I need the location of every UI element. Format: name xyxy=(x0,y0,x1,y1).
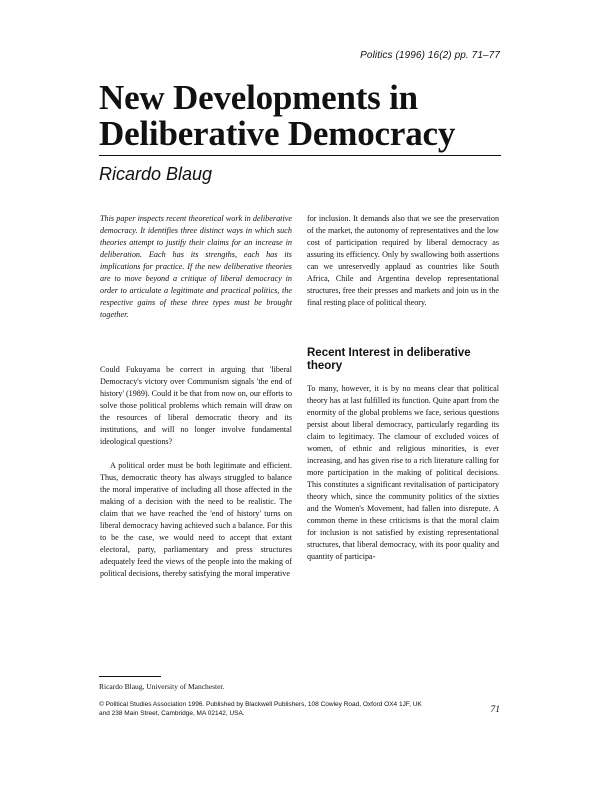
journal-reference: Politics (1996) 16(2) pp. 71–77 xyxy=(360,50,500,61)
title-divider xyxy=(99,155,501,156)
body-paragraph-3: for inclusion. It demands also that we see the preservation of the market, the autonomy of representatives and the low cost of participation required by liberal democracy as assuring its efficiency. Only by swallowing both assertions can we unreservedly applaud as countries like South Africa, Chile and Argentina develop representational structures, free their presses and markets and join us in the final resting place of political theory. xyxy=(307,214,499,307)
body-paragraph-1: Could Fukuyama be correct in arguing that 'liberal Democracy's victory over Communism signals 'the end of history' (1989). Could it be that from now on, our efforts to solve those political problems which remain will draw on the resources of liberal democratic theory and its institutions, and will no longer involve fundamental ideological questions? xyxy=(100,365,292,446)
copyright-line-1: © Political Studies Association 1996. Published by Blackwell Publishers, 108 Cowley Road, Oxford OX4 1JF, UK xyxy=(99,701,422,708)
page-number: 71 xyxy=(490,705,500,715)
author-affiliation-footnote: Ricardo Blaug, University of Manchester. xyxy=(99,682,225,691)
body-paragraph-4: To many, however, it is by no means clear that political theory has at last fulfilled its function. Quite apart from the enormity of the global problems we face, serious questions persist about liberal democracy, particularly regarding its claim to legitimacy. The clamour of excluded voices of women, of ethnic and religious minorities, is ever increasing, and has given rise to a rich literature calling for more participation in the making of political decisions. This constitutes a significant revitalisation of participatory theory which, since the community politics of the sixties and the Women's Movement, had fallen into disrepute. A common theme in these criticisms is that the moral claim for inclusion is not satisfied by existing representational structures, that liberal democracy, with its poor quality and quantity of participa- xyxy=(307,384,499,561)
article-author: Ricardo Blaug xyxy=(99,164,213,184)
article-title: New Developments in Deliberative Democracy xyxy=(99,78,456,153)
section-heading: Recent Interest in deliberative theory xyxy=(307,347,471,372)
footnote-divider xyxy=(99,676,161,677)
abstract: This paper inspects recent theoretical work in deliberative democracy. It identifies three distinct ways in which such theories attempt to justify their claims for an increase in deliberation. Each has its strengths, each has its implications for practice. If the new deliberative theories are to move beyond a critique of liberal democracy in order to articulate a legitimate and practical politics, the respective gains of these three types must be brought together. xyxy=(100,214,292,319)
copyright-notice xyxy=(99,700,459,718)
body-paragraph-2: A political order must be both legitimate and efficient. Thus, democratic theory has always struggled to balance the moral imperative of including all those affected in the making of a decision with the need to be realistic. The claim that we have reached the 'end of history' turns on liberal democracy having achieved such a balance. For this to be the case, we would need to accept that extant electoral, party, parliamentary and press structures adequately feed the views of the people into the making of political decisions, thereby satisfying the moral imperative xyxy=(100,461,292,578)
copyright-line-2: and 238 Main Street, Cambridge, MA 02142, USA. xyxy=(99,710,245,717)
